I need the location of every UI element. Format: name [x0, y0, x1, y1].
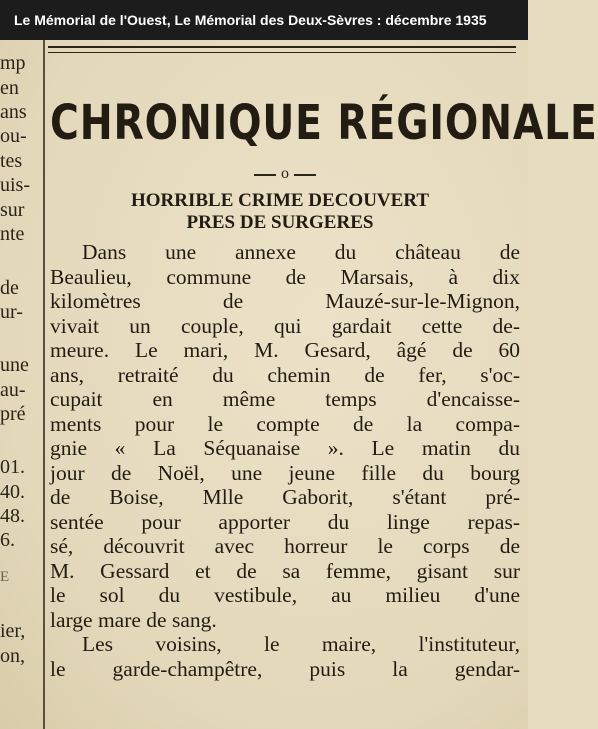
- left-fragment: 40.: [0, 481, 25, 503]
- window-title: Le Mémorial de l'Ouest, Le Mémorial des Deux-Sèvres : décembre 1935: [0, 0, 528, 40]
- left-fragment: 01.: [0, 456, 25, 478]
- left-fragment: ur-: [0, 301, 23, 323]
- left-fragment: ans: [0, 101, 27, 123]
- separator-line-right: [294, 174, 316, 176]
- body-line: gnie « La Séquanaise ». Le matin du: [50, 436, 520, 460]
- left-fragment: ou-: [0, 125, 27, 147]
- left-fragment: de: [0, 277, 19, 299]
- body-line: de Boise, Mlle Gaborit, s'étant pré-: [50, 485, 520, 509]
- article-subhead-line: PRES DE SURGERES: [186, 212, 374, 233]
- body-line: ments pour le compte de la compa-: [50, 411, 520, 436]
- body-line: sentée pour apporter du linge repas-: [50, 509, 520, 534]
- article-subhead-line: HORRIBLE CRIME DECOUVERT: [130, 190, 430, 211]
- column-rule: [43, 40, 45, 729]
- body-line: M. Gessard et de sa femme, gisant sur: [50, 558, 520, 583]
- left-fragment: 6.: [0, 529, 15, 551]
- left-fragment: tes: [0, 150, 23, 172]
- separator-line-left: [254, 174, 276, 176]
- body-line: vivait un couple, qui gardait cette de-: [50, 313, 520, 338]
- left-fragment: nte: [0, 223, 25, 245]
- top-rule: [48, 46, 516, 53]
- body-line: sé, découvrit avec horreur le corps de: [50, 534, 520, 558]
- left-column-fragments: [0, 40, 40, 729]
- body-line: le sol du vestibule, au milieu d'une: [50, 583, 520, 607]
- body-line: kilomètres de Mauzé-sur-le-Mignon,: [50, 289, 520, 313]
- left-fragment: on,: [0, 645, 25, 667]
- body-line: le garde-champêtre, puis la gendar-: [50, 656, 520, 681]
- section-headline: CHRONIQUE RÉGIONALE: [50, 95, 598, 151]
- separator-mark: o: [281, 165, 289, 182]
- body-line: large mare de sang.: [50, 607, 217, 632]
- body-line: Les voisins, le maire, l'instituteur,: [82, 632, 520, 656]
- body-line: Dans une annexe du château de: [82, 240, 520, 264]
- left-fragment: E: [0, 569, 10, 585]
- body-line: Beaulieu, commune de Marsais, à dix: [50, 264, 520, 289]
- left-fragment: une: [0, 354, 29, 376]
- left-fragment: sur: [0, 199, 25, 221]
- left-fragment: au-: [0, 379, 26, 401]
- left-fragment: pré: [0, 403, 26, 425]
- left-fragment: uis-: [0, 174, 30, 196]
- body-line: meure. Le mari, M. Gesard, âgé de 60: [50, 338, 520, 362]
- left-fragment: mp: [0, 52, 26, 74]
- body-line: cupait en même temps d'encaisse-: [50, 387, 520, 411]
- newspaper-page: [0, 40, 598, 729]
- separator: [250, 164, 320, 184]
- body-line: ans, retraité du chemin de fer, s'oc-: [50, 362, 520, 387]
- body-line: jour de Noël, une jeune fille du bourg: [50, 460, 520, 485]
- left-fragment: en: [0, 77, 19, 99]
- left-fragment: ier,: [0, 620, 26, 642]
- left-fragment: 48.: [0, 505, 25, 527]
